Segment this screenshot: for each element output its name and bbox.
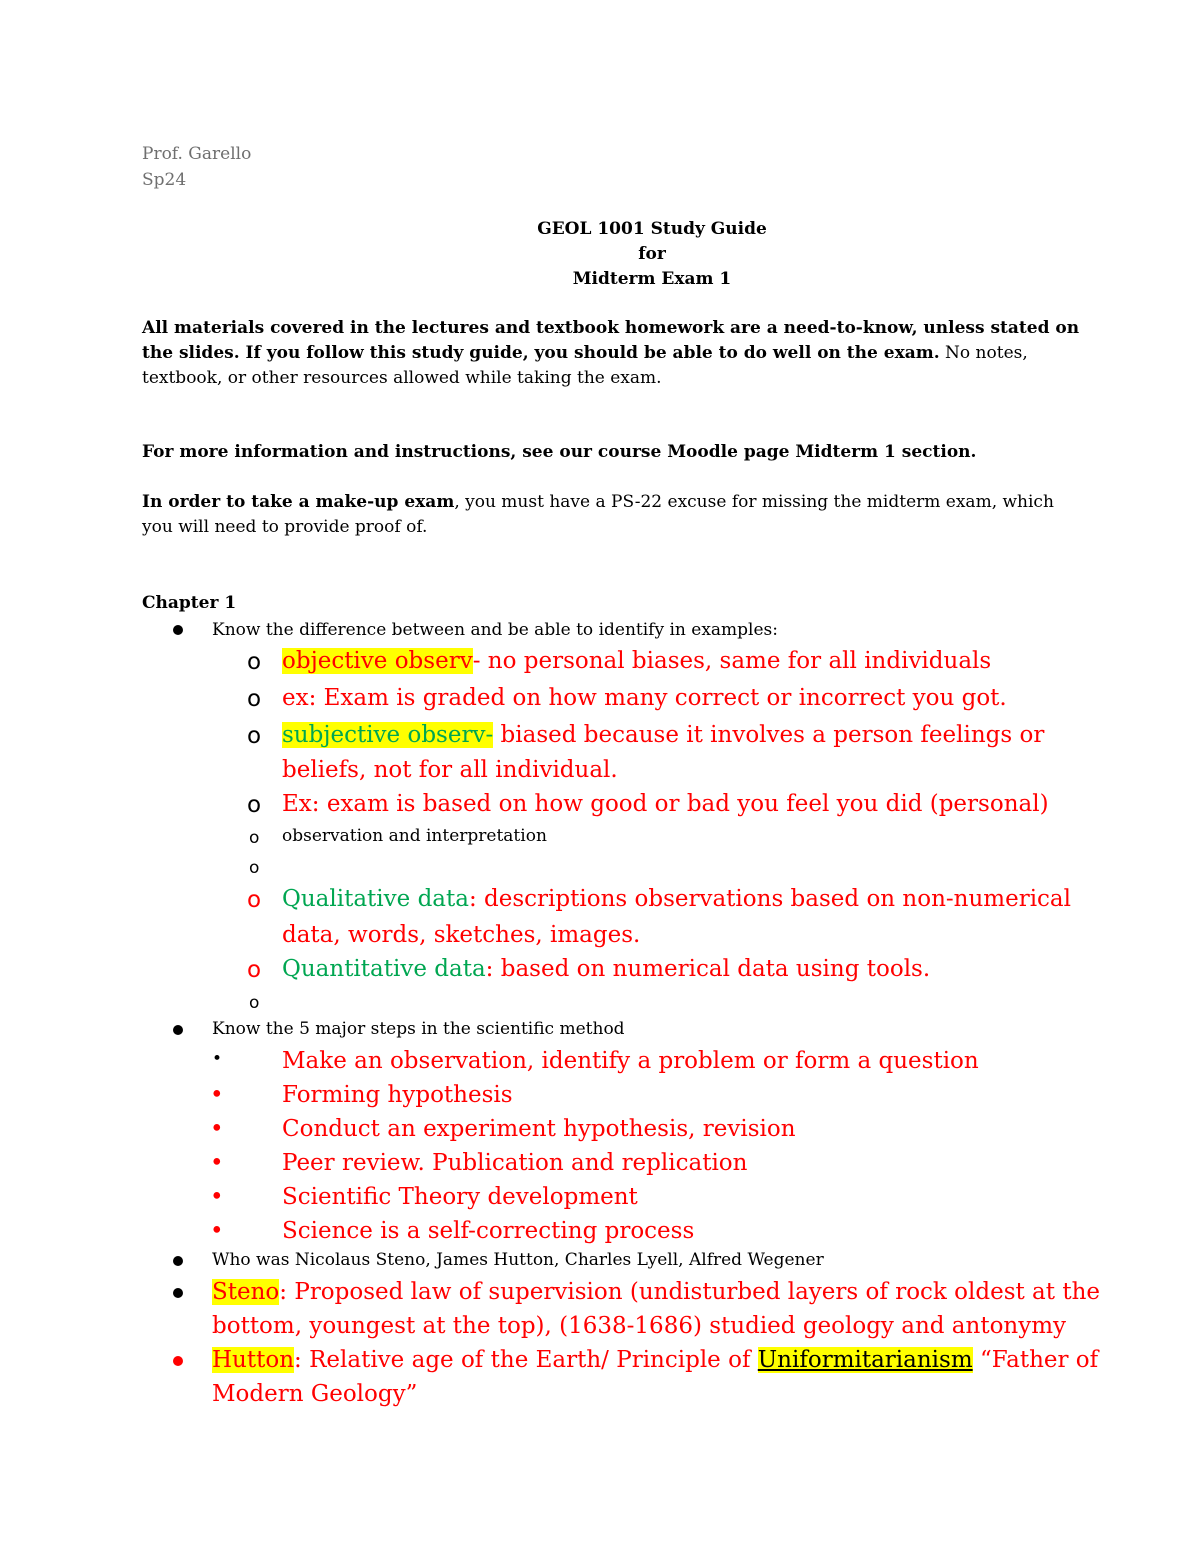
subjective-observ-text: biased because it involves a person feelings or — [493, 722, 1045, 748]
intro-line-3: textbook, or other resources allowed while taking the exam. — [142, 368, 662, 388]
makeup-line-1 — [142, 490, 1054, 515]
bullet-disc-icon — [173, 1288, 183, 1298]
circle-bullet-icon: o — [247, 887, 262, 913]
term-label: Sp24 — [142, 170, 187, 190]
step-item: Peer review. Publication and replication — [282, 1150, 748, 1176]
intro-normal-text: No notes, — [939, 343, 1028, 363]
bullet-2-text: Know the 5 major steps in the scientific method — [212, 1019, 625, 1039]
author-name: Prof. Garello — [142, 144, 252, 164]
hutton-label: Hutton — [212, 1347, 295, 1373]
subjective-observ-text-2: beliefs, not for all individual. — [282, 757, 618, 783]
hutton-item — [212, 1343, 1098, 1377]
quantitative-data-label: Quantitative data — [282, 956, 486, 982]
steno-text: : Proposed law of supervision (undisturbed layers of rock oldest at the — [279, 1279, 1100, 1305]
circle-bullet-icon: o — [247, 649, 262, 675]
circle-bullet-icon: o — [249, 858, 260, 878]
step-item: Science is a self-correcting process — [282, 1218, 695, 1244]
example-2-item: Ex: exam is based on how good or bad you feel you did (personal) — [282, 791, 1049, 817]
qualitative-data-item — [282, 882, 1071, 916]
step-bullet-icon: • — [210, 1116, 224, 1142]
chapter-heading: Chapter 1 — [142, 593, 237, 613]
subjective-observ-item — [282, 718, 1044, 752]
objective-observ-label: objective observ — [282, 648, 473, 674]
step-item: Forming hypothesis — [282, 1082, 513, 1108]
bullet-3-text: Who was Nicolaus Steno, James Hutton, Charles Lyell, Alfred Wegener — [212, 1250, 824, 1270]
qualitative-data-text: : descriptions observations based on non-numerical — [468, 886, 1072, 912]
circle-bullet-icon: o — [249, 828, 260, 848]
qualitative-data-label: Qualitative data — [282, 886, 469, 912]
title-line-1: GEOL 1001 Study Guide — [537, 219, 767, 239]
step-bullet-icon: • — [210, 1150, 224, 1176]
steno-label: Steno — [212, 1279, 280, 1305]
more-info-text: For more information and instructions, see our course Moodle page Midterm 1 section. — [142, 442, 977, 462]
circle-bullet-icon: o — [247, 723, 262, 749]
circle-bullet-icon: o — [247, 686, 262, 712]
step-item: Make an observation, identify a problem or form a question — [282, 1048, 979, 1074]
title-line-2: for — [638, 244, 666, 264]
intro-line-2 — [142, 341, 1028, 366]
step-bullet-icon: • — [210, 1082, 224, 1108]
step-bullet-icon: • — [210, 1218, 224, 1244]
objective-observ-item — [282, 644, 991, 678]
title-line-3: Midterm Exam 1 — [572, 269, 732, 289]
bullet-disc-icon — [173, 625, 183, 635]
quantitative-data-item — [282, 952, 930, 986]
qualitative-data-text-2: data, words, sketches, images. — [282, 922, 641, 948]
circle-bullet-icon: o — [247, 957, 262, 983]
uniformitarianism-term: Uniformitarianism — [757, 1347, 973, 1373]
makeup-bold: In order to take a make-up exam — [142, 492, 455, 512]
bullet-disc-icon — [173, 1256, 183, 1266]
subjective-observ-label: subjective observ- — [282, 722, 494, 748]
makeup-rest: , you must have a PS-22 excuse for missing the midterm exam, which — [454, 492, 1054, 512]
hutton-text-2: Modern Geology” — [212, 1381, 418, 1407]
step-item: Conduct an experiment hypothesis, revision — [282, 1116, 796, 1142]
steno-text-2: bottom, youngest at the top), (1638-1686) studied geology and antonymy — [212, 1313, 1067, 1339]
example-1-item: ex: Exam is graded on how many correct or incorrect you got. — [282, 685, 1007, 711]
quantitative-data-text: : based on numerical data using tools. — [485, 956, 931, 982]
step-bullet-icon: • — [210, 1184, 224, 1210]
hutton-quote: “Father of — [972, 1347, 1099, 1373]
circle-bullet-icon: o — [247, 792, 262, 818]
steno-item — [212, 1275, 1100, 1309]
makeup-line-2: you will need to provide proof of. — [142, 517, 428, 537]
bullet-disc-icon — [173, 1356, 183, 1366]
intro-line-1: All materials covered in the lectures and textbook homework are a need-to-know, unless stated on — [142, 318, 1080, 338]
observation-interpretation-item: observation and interpretation — [282, 826, 547, 846]
bullet-disc-icon — [173, 1025, 183, 1035]
bullet-1-text: Know the difference between and be able to identify in examples: — [212, 620, 778, 640]
objective-observ-text: - no personal biases, same for all individuals — [472, 648, 992, 674]
step-bullet-icon: • — [212, 1049, 223, 1069]
step-item: Scientific Theory development — [282, 1184, 638, 1210]
intro-bold-sentence: the slides. If you follow this study guide, you should be able to do well on the exam. — [142, 343, 940, 363]
circle-bullet-icon: o — [249, 993, 260, 1013]
hutton-text: : Relative age of the Earth/ Principle of — [294, 1347, 758, 1373]
